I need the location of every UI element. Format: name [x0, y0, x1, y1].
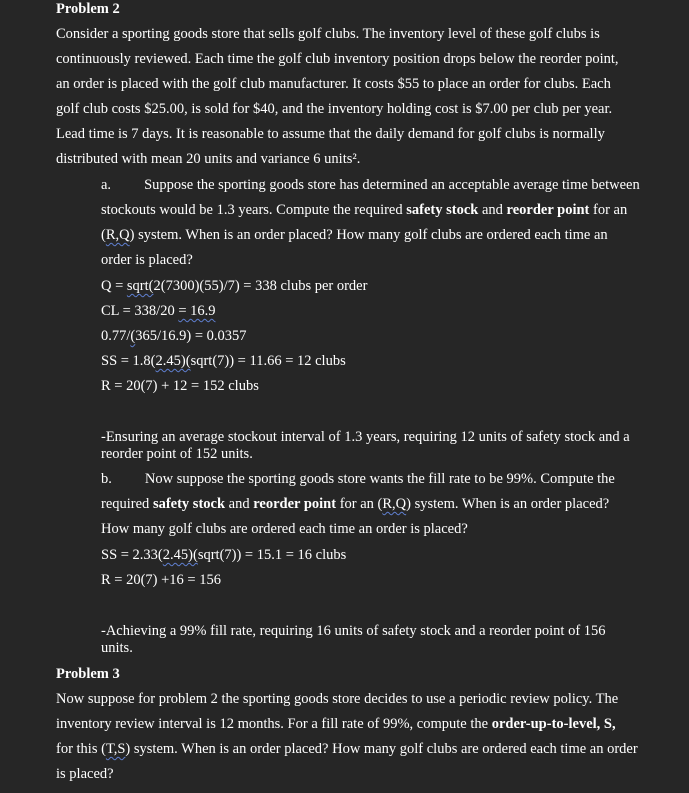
problem-2-heading: Problem 2	[56, 1, 120, 17]
part-a-answer-line-2: reorder point of 152 units.	[101, 446, 253, 462]
problem-2-intro-line-2: continuously reviewed. Each time the golf club inventory position drops below the reorder point,	[56, 51, 619, 67]
part-a-question-line-1: a. Suppose the sporting goods store has determined an acceptable average time between	[101, 177, 640, 193]
part-a-calc-r: R = 20(7) + 12 = 152 clubs	[101, 378, 259, 394]
part-a-question-line-2: stockouts would be 1.3 years. Compute the required safety stock and reorder point for an	[101, 202, 628, 218]
problem-3-line-4: is placed?	[56, 766, 114, 782]
problem-2-intro-line-6: distributed with mean 20 units and variance 6 units².	[56, 151, 361, 167]
problem-3-line-3: for this (T,S) system. When is an order placed? How many golf clubs are ordered each time an order	[56, 741, 638, 757]
part-a-calc-cl: CL = 338/20 = 16.9	[101, 303, 216, 319]
part-b-label: b.	[101, 471, 112, 487]
part-a-question-line-4: order is placed?	[101, 252, 193, 268]
problem-2-intro-line-3: an order is placed with the golf club manufacturer. It costs $55 to place an order for clubs. Each	[56, 76, 611, 92]
part-a-answer-line-1: -Ensuring an average stockout interval of 1.3 years, requiring 12 units of safety stock and a	[101, 429, 630, 445]
part-a-calc-ss: SS = 1.8(2.45)(sqrt(7)) = 11.66 = 12 clubs	[101, 353, 346, 369]
part-b-answer-line-1: -Achieving a 99% fill rate, requiring 16 units of safety stock and a reorder point of 156	[101, 623, 606, 639]
problem-3-heading: Problem 3	[56, 666, 120, 682]
problem-3-line-2: inventory review interval is 12 months. For a fill rate of 99%, compute the order-up-to-level, S,	[56, 716, 616, 732]
part-b-question-line-3: How many golf clubs are ordered each time an order is placed?	[101, 521, 468, 537]
problem-2-intro-line-5: Lead time is 7 days. It is reasonable to assume that the daily demand for golf clubs is normally	[56, 126, 605, 142]
problem-2-intro-line-1: Consider a sporting goods store that sells golf clubs. The inventory level of these golf clubs is	[56, 26, 600, 42]
part-a-calc-q: Q = sqrt(2(7300)(55)/7) = 338 clubs per order	[101, 278, 368, 294]
problem-2-intro-line-4: golf club costs $25.00, is sold for $40, and the inventory holding cost is $7.00 per club per year.	[56, 101, 613, 117]
part-b-calc-ss: SS = 2.33(2.45)(sqrt(7)) = 15.1 = 16 clubs	[101, 547, 347, 563]
part-b-question-line-1: b. Now suppose the sporting goods store wants the fill rate to be 99%. Compute the	[101, 471, 615, 487]
part-b-question-line-2: required safety stock and reorder point for an (R,Q) system. When is an order placed?	[101, 496, 610, 512]
part-b-calc-r: R = 20(7) +16 = 156	[101, 572, 221, 588]
part-b-answer-line-2: units.	[101, 640, 133, 656]
part-a-label: a.	[101, 177, 112, 193]
part-a-question-line-3: (R,Q) system. When is an order placed? How many golf clubs are ordered each time an	[101, 227, 608, 243]
part-a-calc-ratio: 0.77/(365/16.9) = 0.0357	[101, 328, 247, 344]
problem-3-line-1: Now suppose for problem 2 the sporting goods store decides to use a periodic review policy. The	[56, 691, 619, 707]
